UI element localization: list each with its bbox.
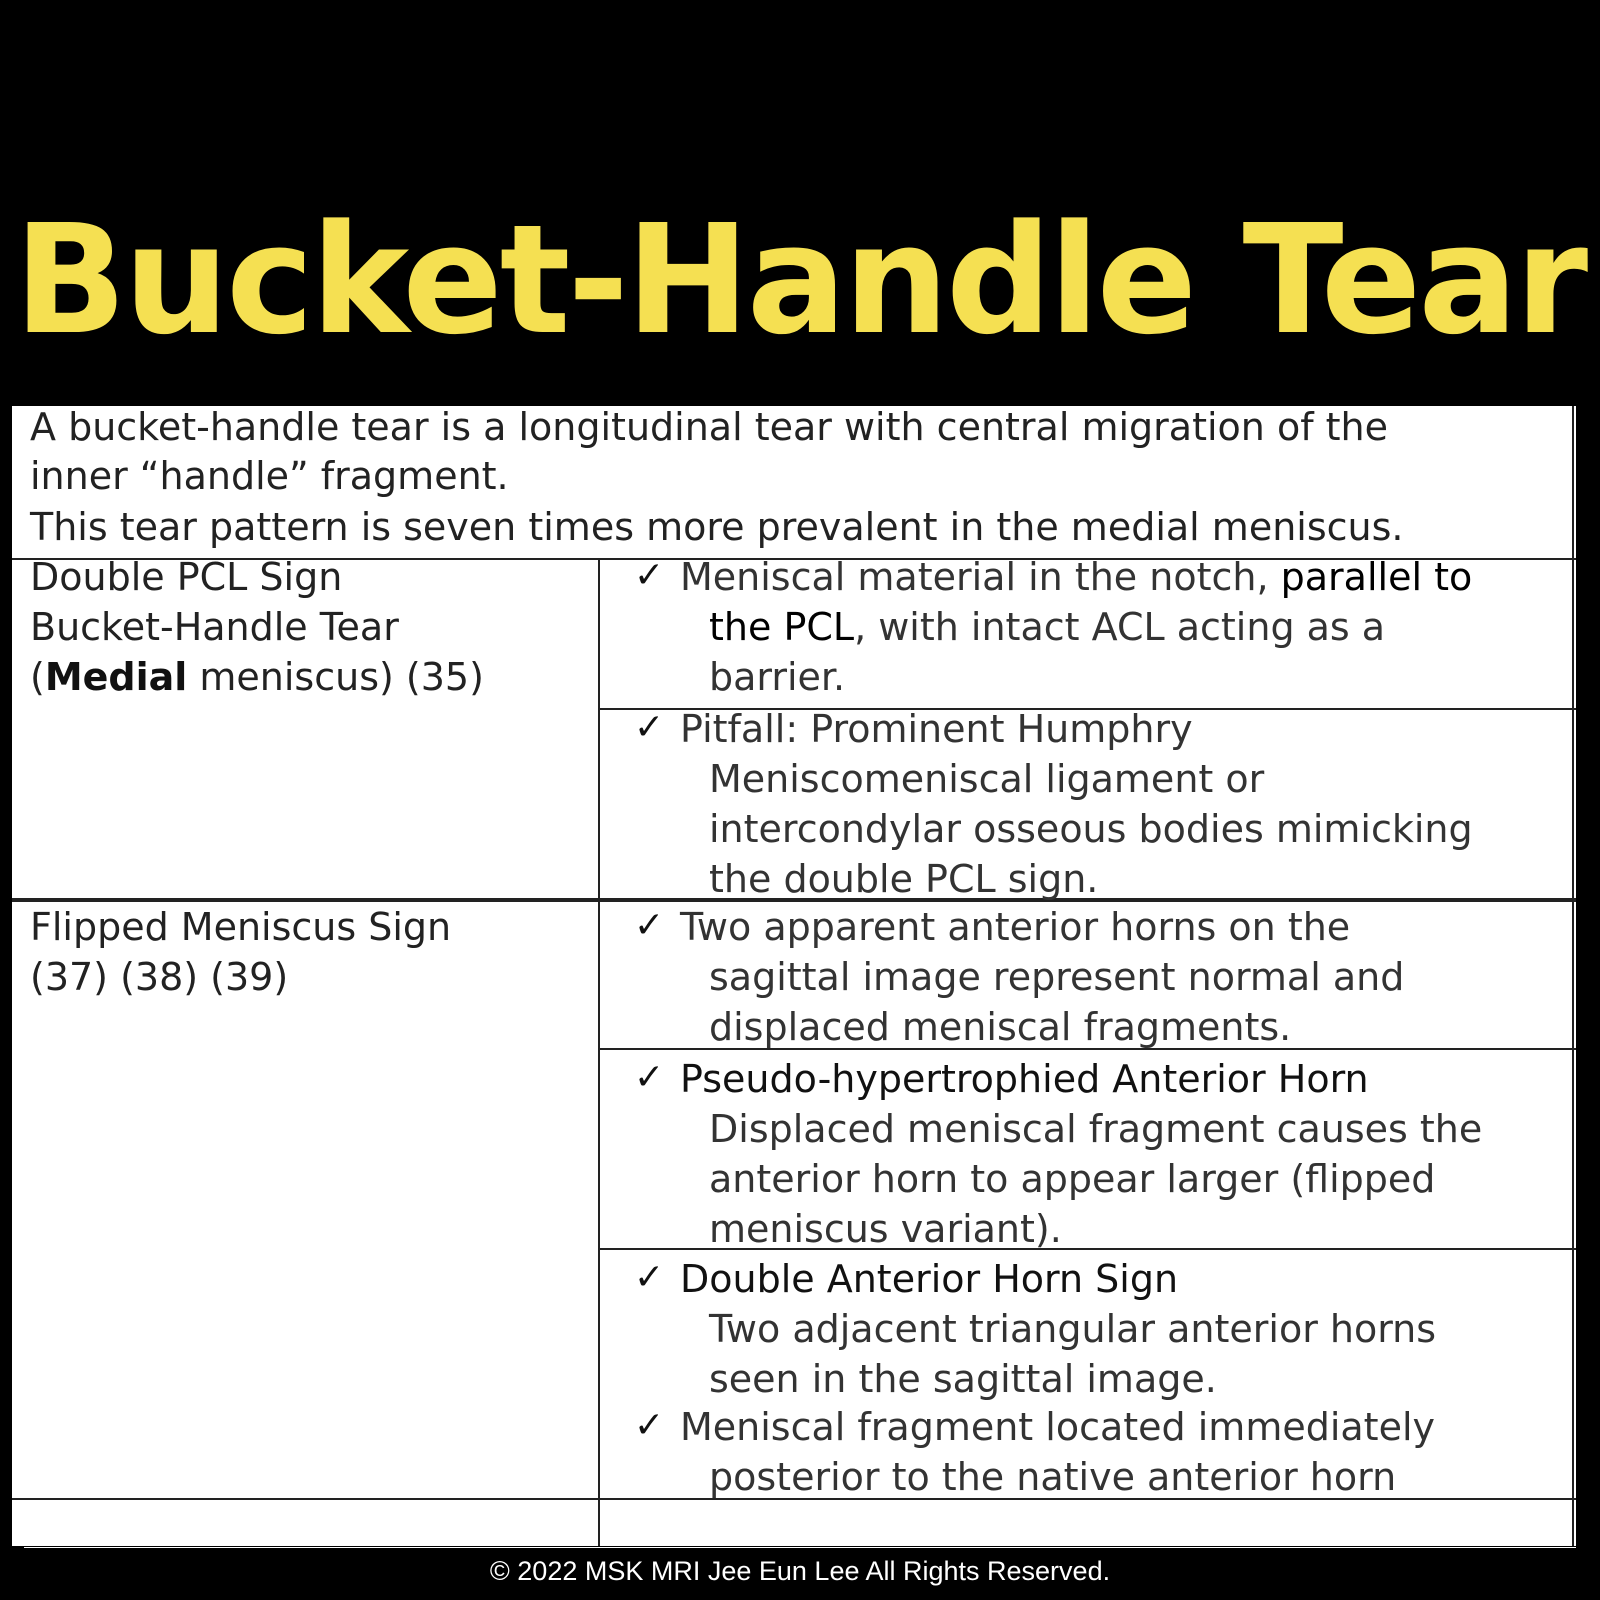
bullet-line: Displaced meniscal fragment causes the (709, 1107, 1483, 1151)
bullet-line: posterior to the native anterior horn (709, 1455, 1397, 1499)
row-label-line: (Medial meniscus) (35) (30, 655, 484, 699)
bullet-line: anterior horn to appear larger (flipped (709, 1157, 1436, 1201)
info-table (12, 406, 1576, 1546)
row-label-double-pcl: Double PCL Sign (30, 555, 343, 599)
checkmark-icon: ✓ (634, 905, 665, 946)
bullet-line: the double PCL sign. (709, 857, 1099, 901)
bullet-line: the PCL, with intact ACL acting as a (709, 605, 1386, 649)
bullet-line: barrier. (709, 655, 846, 699)
checkmark-icon: ✓ (634, 1057, 665, 1098)
copyright-footer: © 2022 MSK MRI Jee Eun Lee All Rights Reserved. (489, 1556, 1111, 1586)
bullet-line: Two apparent anterior horns on the (680, 905, 1351, 949)
bullet-line: sagittal image represent normal and (709, 955, 1405, 999)
table-column-divider (598, 558, 600, 1546)
checkmark-icon: ✓ (634, 707, 665, 748)
bullet-line: displaced meniscal fragments. (709, 1005, 1292, 1049)
bullet-heading: Pseudo-hypertrophied Anterior Horn (680, 1057, 1369, 1101)
page-title: Bucket-Handle Tear (14, 192, 1586, 368)
row-label-line: Bucket-Handle Tear (30, 605, 399, 649)
row-label-flipped-meniscus: Flipped Meniscus Sign (30, 905, 452, 949)
checkmark-icon: ✓ (634, 1257, 665, 1298)
bullet-line: Two adjacent triangular anterior horns (709, 1307, 1437, 1351)
bullet-line: seen in the sagittal image. (709, 1357, 1217, 1401)
bullet-line: meniscus variant). (709, 1207, 1062, 1251)
bullet-line: Meniscal material in the notch, parallel to (680, 555, 1473, 599)
checkmark-icon: ✓ (634, 1405, 665, 1446)
bullet-line: Meniscomeniscal ligament or (709, 757, 1265, 801)
intro-line-1: A bucket-handle tear is a longitudinal tear with central migration of the (30, 406, 1389, 449)
row-label-line: (37) (38) (39) (30, 955, 289, 999)
checkmark-icon: ✓ (634, 555, 665, 596)
bullet-line: Meniscal fragment located immediately (680, 1405, 1436, 1449)
bullet-line: Pitfall: Prominent Humphry (680, 707, 1193, 751)
intro-line-2: inner “handle” fragment. (30, 454, 509, 498)
intro-line-3: This tear pattern is seven times more prevalent in the medial meniscus. (30, 505, 1404, 549)
table-border-right (1572, 406, 1574, 1546)
bullet-heading: Double Anterior Horn Sign (680, 1257, 1179, 1301)
bullet-line: intercondylar osseous bodies mimicking (709, 807, 1473, 851)
